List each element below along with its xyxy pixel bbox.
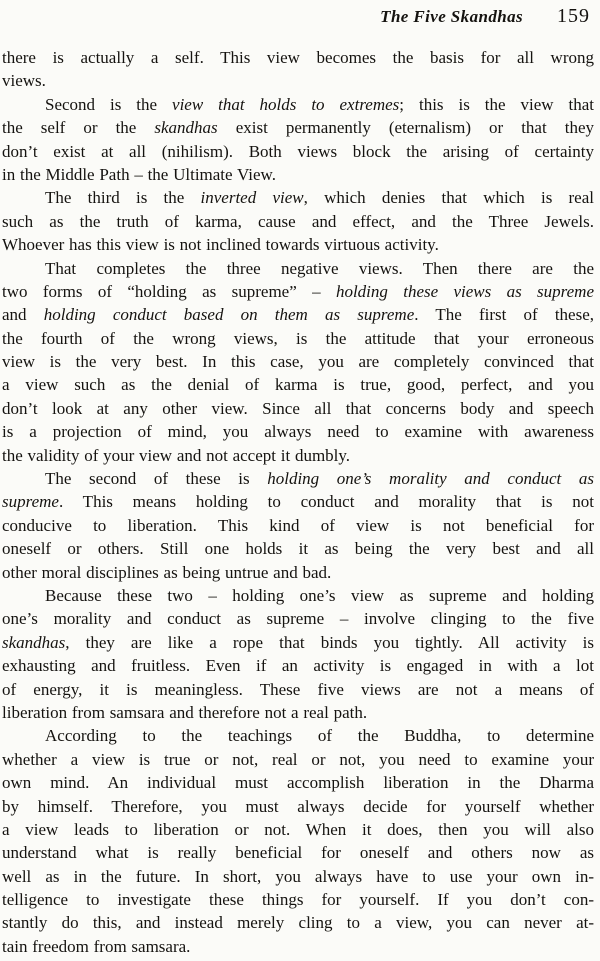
- text-line: [2, 748, 594, 771]
- text-segment: of energy, it is meaningless. These five views are not a means of: [2, 679, 594, 699]
- text-segment: other moral disciplines as being untrue and bad.: [2, 562, 332, 582]
- italic-text-segment: skandhas: [154, 118, 218, 138]
- text-segment: own mind. An individual must accomplish liberation in the Dharma: [2, 773, 594, 793]
- text-segment: the fourth of the wrong views, is the attitude that your erroneous: [2, 328, 594, 348]
- italic-text-segment: supreme: [2, 492, 59, 512]
- italic-text-segment: holding these views as supreme: [335, 281, 594, 301]
- text-segment: liberation from samsara and therefore not a real path.: [2, 702, 368, 722]
- text-segment: in the Middle Path – the Ultimate View.: [2, 164, 276, 184]
- text-line: [2, 818, 594, 841]
- text-segment: Second is the: [45, 94, 173, 114]
- text-segment: , they are like a rope that binds you tightly. All activity is: [65, 632, 594, 652]
- italic-text-segment: view that holds to extremes: [172, 94, 400, 114]
- text-line: [2, 795, 594, 818]
- text-segment: one’s morality and conduct as supreme – involve clinging to the five: [2, 609, 594, 629]
- text-segment: and: [2, 305, 44, 325]
- text-line: [2, 327, 594, 350]
- text-segment: a view leads to liberation or not. When it does, then you will also: [2, 819, 594, 839]
- text-segment: two forms of “holding as supreme” –: [2, 281, 336, 301]
- text-segment: understand what is really beneficial for oneself and others now as: [2, 843, 594, 863]
- text-line: [2, 233, 594, 256]
- text-line: [2, 771, 594, 794]
- text-segment: tain freedom from samsara.: [2, 936, 191, 956]
- text-segment: The third is the: [45, 188, 201, 208]
- text-line: [2, 257, 594, 280]
- text-line: [2, 584, 594, 607]
- text-line: [2, 490, 594, 513]
- text-segment: is a projection of mind, you always need to examine with awareness: [2, 422, 594, 442]
- text-line: [2, 701, 594, 724]
- page-body: [2, 46, 594, 958]
- text-line: [2, 444, 594, 467]
- text-line: [2, 69, 594, 92]
- text-line: [2, 724, 594, 747]
- text-segment: there is actually a self. This view becomes the basis for all wrong: [2, 48, 594, 67]
- text-segment: oneself or others. Still one holds it as being the very best and all: [2, 539, 594, 559]
- page-header: [2, 5, 594, 28]
- text-segment: don’t look at any other view. Since all that concerns body and speech: [2, 398, 594, 418]
- text-segment: well as in the future. In short, you always have to use your own in-: [2, 866, 594, 886]
- paragraph: [2, 46, 594, 93]
- italic-text-segment: skandhas: [2, 632, 66, 652]
- text-line: [2, 397, 594, 420]
- text-line: [2, 280, 594, 303]
- text-segment: by himself. Therefore, you must always decide for yourself whether: [2, 796, 594, 816]
- text-line: [2, 631, 594, 654]
- text-line: [2, 467, 594, 490]
- text-line: [2, 186, 594, 209]
- text-segment: such as the truth of karma, cause and effect, and the Three Jewels.: [2, 211, 594, 231]
- text-line: [2, 46, 594, 69]
- text-segment: . The first of these,: [414, 305, 594, 325]
- text-segment: exhausting and fruitless. Even if an activity is engaged in with a lot: [2, 656, 594, 676]
- paragraph: [2, 257, 594, 468]
- text-segment: whether a view is true or not, real or not, you need to examine your: [2, 749, 594, 769]
- text-line: [2, 116, 594, 139]
- text-line: [2, 935, 594, 958]
- text-segment: conducive to liberation. This kind of view is not beneficial for: [2, 515, 594, 535]
- text-line: [2, 607, 594, 630]
- text-segment: telligence to investigate these things for yourself. If you don’t con-: [2, 890, 594, 910]
- italic-text-segment: holding one’s morality and conduct as: [267, 469, 594, 489]
- italic-text-segment: inverted view: [200, 188, 304, 208]
- paragraph: [2, 93, 594, 187]
- text-line: [2, 841, 594, 864]
- text-line: [2, 561, 594, 584]
- text-line: [2, 373, 594, 396]
- text-line: [2, 537, 594, 560]
- text-segment: view is the very best. In this case, you are completely convinced that: [2, 352, 594, 372]
- running-head-title: The Five Skandhas: [380, 7, 523, 26]
- text-segment: Because these two – holding one’s view as supreme and holding: [45, 585, 594, 605]
- text-line: [2, 678, 594, 701]
- text-line: [2, 888, 594, 911]
- text-segment: Whoever has this view is not inclined towards virtuous activity.: [2, 235, 439, 255]
- text-line: [2, 93, 594, 116]
- text-line: [2, 420, 594, 443]
- text-line: [2, 350, 594, 373]
- italic-text-segment: holding conduct based on them as supreme: [43, 305, 415, 325]
- text-segment: . This means holding to conduct and morality that is not: [58, 492, 594, 512]
- text-segment: , which denies that which is real: [303, 188, 594, 208]
- text-segment: The second of these is: [45, 469, 268, 489]
- text-segment: ; this is the view that: [399, 94, 594, 114]
- text-segment: exist permanently (eternalism) or that they: [217, 118, 594, 138]
- text-segment: stantly do this, and instead merely cling to a view, you can never at-: [2, 913, 594, 933]
- page-number: 159: [557, 5, 590, 27]
- text-line: [2, 210, 594, 233]
- text-segment: don’t exist at all (nihilism). Both views block the arising of certainty: [2, 141, 594, 161]
- text-line: [2, 163, 594, 186]
- text-line: [2, 654, 594, 677]
- text-segment: a view such as the denial of karma is true, good, perfect, and you: [2, 375, 594, 395]
- paragraph: [2, 467, 594, 584]
- text-line: [2, 911, 594, 934]
- text-line: [2, 303, 594, 326]
- paragraph: [2, 584, 594, 724]
- text-line: [2, 514, 594, 537]
- paragraph: [2, 724, 594, 958]
- text-line: [2, 140, 594, 163]
- paragraph: [2, 186, 594, 256]
- text-segment: the validity of your view and not accept it dumbly.: [2, 445, 351, 465]
- text-segment: views.: [2, 71, 46, 91]
- text-segment: According to the teachings of the Buddha, to determine: [45, 726, 594, 746]
- text-segment: the self or the: [2, 118, 155, 138]
- text-segment: That completes the three negative views. Then there are the: [45, 258, 594, 278]
- text-line: [2, 865, 594, 888]
